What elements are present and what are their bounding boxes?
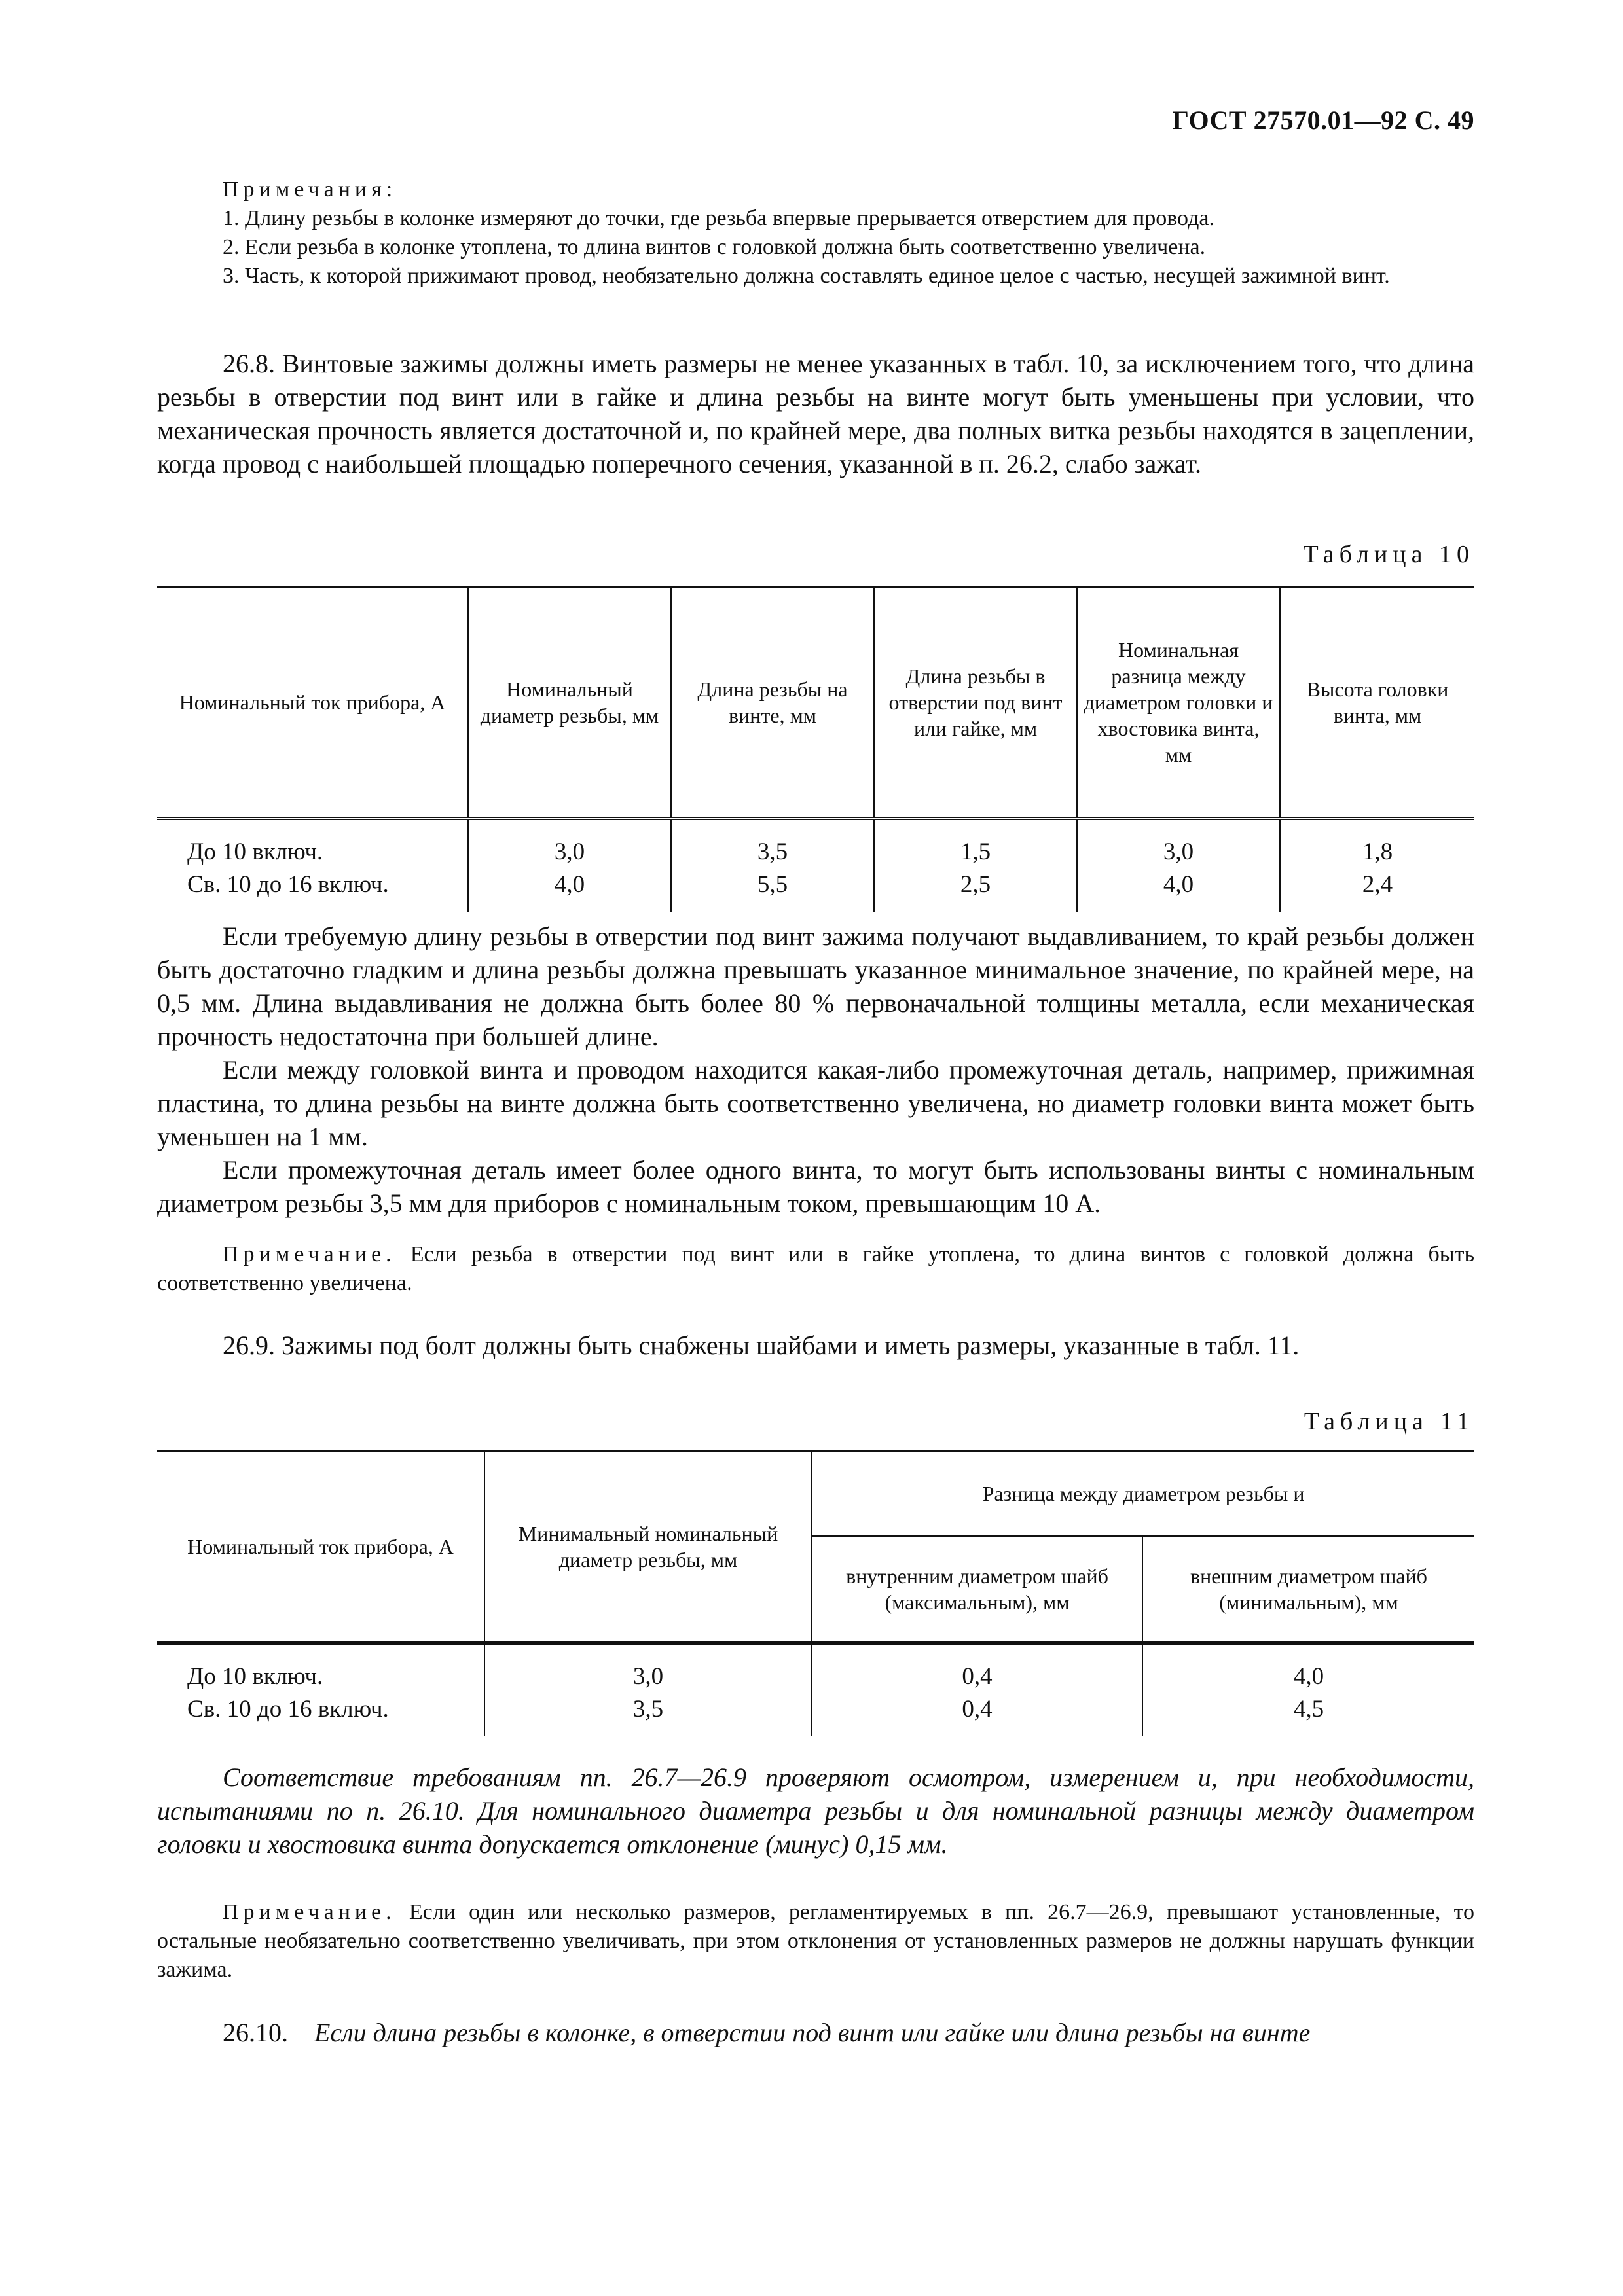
t11-header-outer: внешним диаметром шайб (минимальным), мм [1142,1536,1474,1643]
note-item: 1. Длину резьбы в колонке измеряют до точки, где резьба впервые прерывается отверстием для провода. [223,206,1214,230]
table-row: До 10 включ. 3,0 0,4 4,0 [157,1643,1474,1694]
clause-number: 26.10. [223,2018,288,2047]
t11-header-current: Номинальный ток прибора, А [157,1451,484,1643]
table10-caption: Таблица 10 [1303,541,1474,568]
paragraphs-after-table10 [157,920,1474,1220]
paragraph: Если промежуточная деталь имеет более одного винта, то могут быть использованы винты с номинальным диаметром резьбы 3,5 мм для приборов с номинальным током, превышающим 10 А. [157,1155,1474,1218]
clause-26-9: 26.9. Зажимы под болт должны быть снабжены шайбами и иметь размеры, указанные в табл. 11. [223,1331,1300,1360]
clause-26-10: 26.10. Если длина резьбы в колонке, в отверстии под винт или гайке или длина резьбы на винте [223,2018,1311,2047]
note-3: Примечание. Если один или несколько размеров, регламентируемых в пп. 26.7—26.9, превышают установленные, то остальные необязательно соответственно увеличивать, при этом отклонения от установленных размеров не должны нарушать функции зажима. [157,1900,1474,1982]
t10-header-hole-length: Длина резьбы в отверстии под винт или гайке, мм [874,587,1077,819]
page-header: ГОСТ 27570.01—92 С. 49 [1172,105,1474,135]
note-item: 2. Если резьба в колонке утоплена, то длина винтов с головкой должна быть соответственно увеличена. [223,235,1206,259]
notes-block [157,175,1474,291]
t10-header-head-height: Высота головки винта, мм [1280,587,1474,819]
table-row: До 10 включ. 3,0 3,5 1,5 3,0 1,8 [157,819,1474,869]
table-11 [157,1450,1474,1736]
notes-title: Примечания: [223,177,397,202]
compliance-paragraph: Соответствие требованиям пп. 26.7—26.9 проверяют осмотром, измерением и, при необходимости, испытаниями по п. 26.10. Для номинального диаметра резьбы и для номинальной разницы между диаметром головки и хвостовика винта допускается отклонение (минус) 0,15 мм. [157,1763,1474,1859]
clause-26-8: 26.8. Винтовые зажимы должны иметь размеры не менее указанных в табл. 10, за исключением того, что длина резьбы в отверстии под винт или в гайке и длина резьбы на винте могут быть уменьшены при условии, что механическая прочность является достаточной и, по крайней мере, два полных витка резьбы находятся в зацеплении, когда провод с наибольшей площадью поперечного сечения, указанной в п. 26.2, слабо зажат. [157,349,1474,478]
paragraph: Если между головкой винта и проводом находится какая-либо промежуточная деталь, например, прижимная пластина, то длина резьбы на винте должна быть соответственно увеличена, но диаметр головки винта может быть уменьшен на 1 мм. [157,1055,1474,1151]
table-row: Св. 10 до 16 включ. 3,5 0,4 4,5 [157,1693,1474,1736]
note-label: Примечание. [223,1242,396,1266]
t11-header-min-diameter: Минимальный номинальный диаметр резьбы, мм [484,1451,812,1643]
table-row: Св. 10 до 16 включ. 4,0 5,5 2,5 4,0 2,4 [157,869,1474,912]
t11-header-group: Разница между диаметром резьбы и [812,1451,1474,1537]
note-item: 3. Часть, к которой прижимают провод, необязательно должна составлять единое целое с частью, несущей зажимной винт. [223,264,1390,288]
t10-header-current: Номинальный ток прибора, А [157,587,468,819]
t10-header-head-diff: Номинальная разница между диаметром головки и хвостовика винта, мм [1077,587,1280,819]
note-2: Примечание. Если резьба в отверстии под винт или в гайке утоплена, то длина винтов с головкой должна быть соответственно увеличена. [157,1242,1474,1295]
t10-header-diameter: Номинальный диаметр резьбы, мм [468,587,671,819]
note-label: Примечание. [223,1900,396,1924]
paragraph: Если требуемую длину резьбы в отверстии под винт зажима получают выдавливанием, то край резьбы должен быть достаточно гладким и длина резьбы должна превышать указанное минимальное значение, по крайней мере, на 0,5 мм. Длина выдавливания не должна быть более 80 % первоначальной толщины металла, если механическая прочность недостаточна при большей длине. [157,922,1474,1051]
t11-header-inner: внутренним диаметром шайб (максимальным), мм [812,1536,1142,1643]
table-10 [157,586,1474,912]
table11-caption: Таблица 11 [1304,1408,1474,1435]
t10-header-screw-length: Длина резьбы на винте, мм [671,587,874,819]
